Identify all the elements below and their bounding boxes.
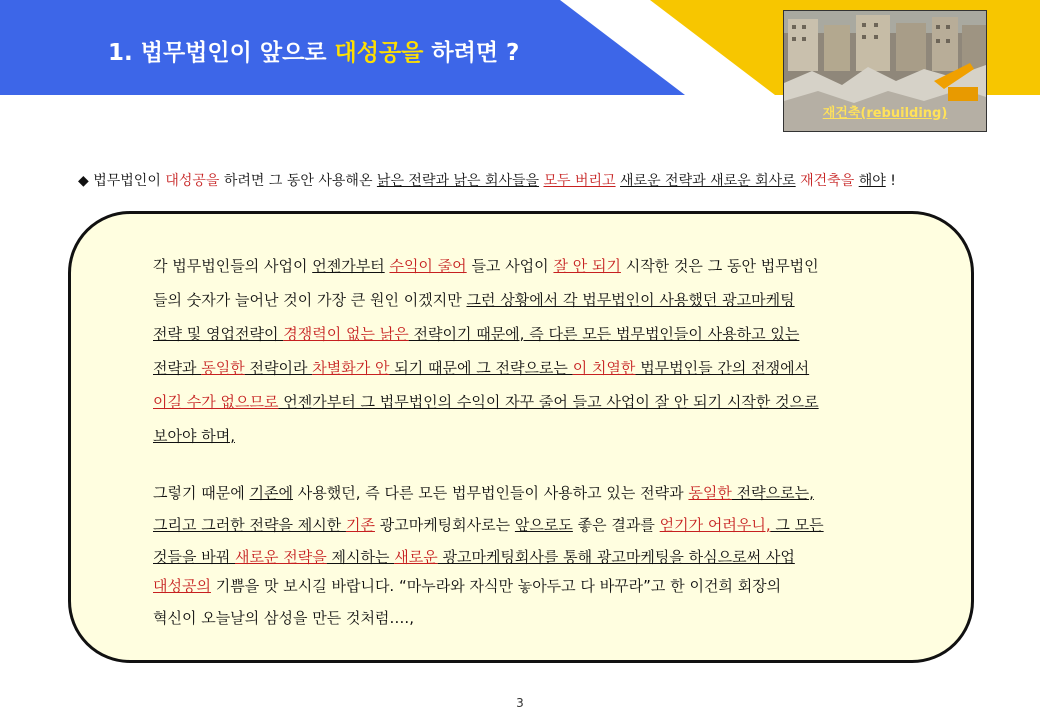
para1-line-3: 전략 및 영업전략이 경쟁력이 없는 낡은 전략이기 때문에, 즉 다른 모든 법무법인들이 사용하고 있는 (153, 325, 800, 343)
bullet-icon: ◆ (78, 173, 89, 189)
para1-line-6: 보아야 하며, (153, 427, 235, 445)
para2-line-2: 그리고 그러한 전략을 제시한 기존 광고마케팅회사로는 앞으로도 좋은 결과를 얻기가 어려우니, 그 모든 (153, 516, 824, 534)
title-highlight: 대성공을 (334, 40, 424, 66)
para1-line-2: 들의 숫자가 늘어난 것이 가장 큰 원인 이겠지만 그런 상황에서 각 법무법인이 사용했던 광고마케팅 (153, 291, 795, 309)
page-title: 1. 법무법인이 앞으로 대성공을 하려면 ? (108, 40, 520, 66)
para2-line-4: 대성공의 기쁨을 맛 보시길 바랍니다. “마누라와 자식만 놓아두고 다 바꾸라”고 한 이건희 회장의 (153, 577, 782, 595)
para2-line-5: 혁신이 오늘날의 삼성을 만든 것처럼…., (153, 609, 414, 627)
rebuilding-photo (783, 10, 987, 132)
para2-line-1: 그렇기 때문에 기존에 사용했던, 즉 다른 모든 법무법인들이 사용하고 있는 전략과 동일한 전략으로는, (153, 484, 814, 502)
para1-line-1: 각 법무법인들의 사업이 언젠가부터 수익이 줄어 들고 사업이 잘 안 되기 시작한 것은 그 동안 법무법인 (153, 257, 819, 275)
para2-line-3: 것들을 바꿔 새로운 전략을 제시하는 새로운 광고마케팅회사를 통해 광고마케팅을 하심으로써 사업 (153, 548, 795, 566)
page-number: 3 (516, 696, 524, 710)
para1-line-5: 이길 수가 없으므로 언젠가부터 그 법무법인의 수익이 자꾸 줄어 들고 사업이 잘 안 되기 시작한 것으로 (153, 393, 819, 411)
photo-caption: 재건축(rebuilding) (822, 106, 948, 121)
para1-line-4: 전략과 동일한 전략이라 차별화가 안 되기 때문에 그 전략으로는 이 치열한 법무법인들 간의 전쟁에서 (153, 359, 810, 377)
summary-line: ◆ 법무법인이 대성공을 하려면 그 동안 사용해온 낡은 전략과 낡은 회사들을 모두 버리고 새로운 전략과 새로운 회사로 재건축을 해야 ! (78, 173, 896, 189)
